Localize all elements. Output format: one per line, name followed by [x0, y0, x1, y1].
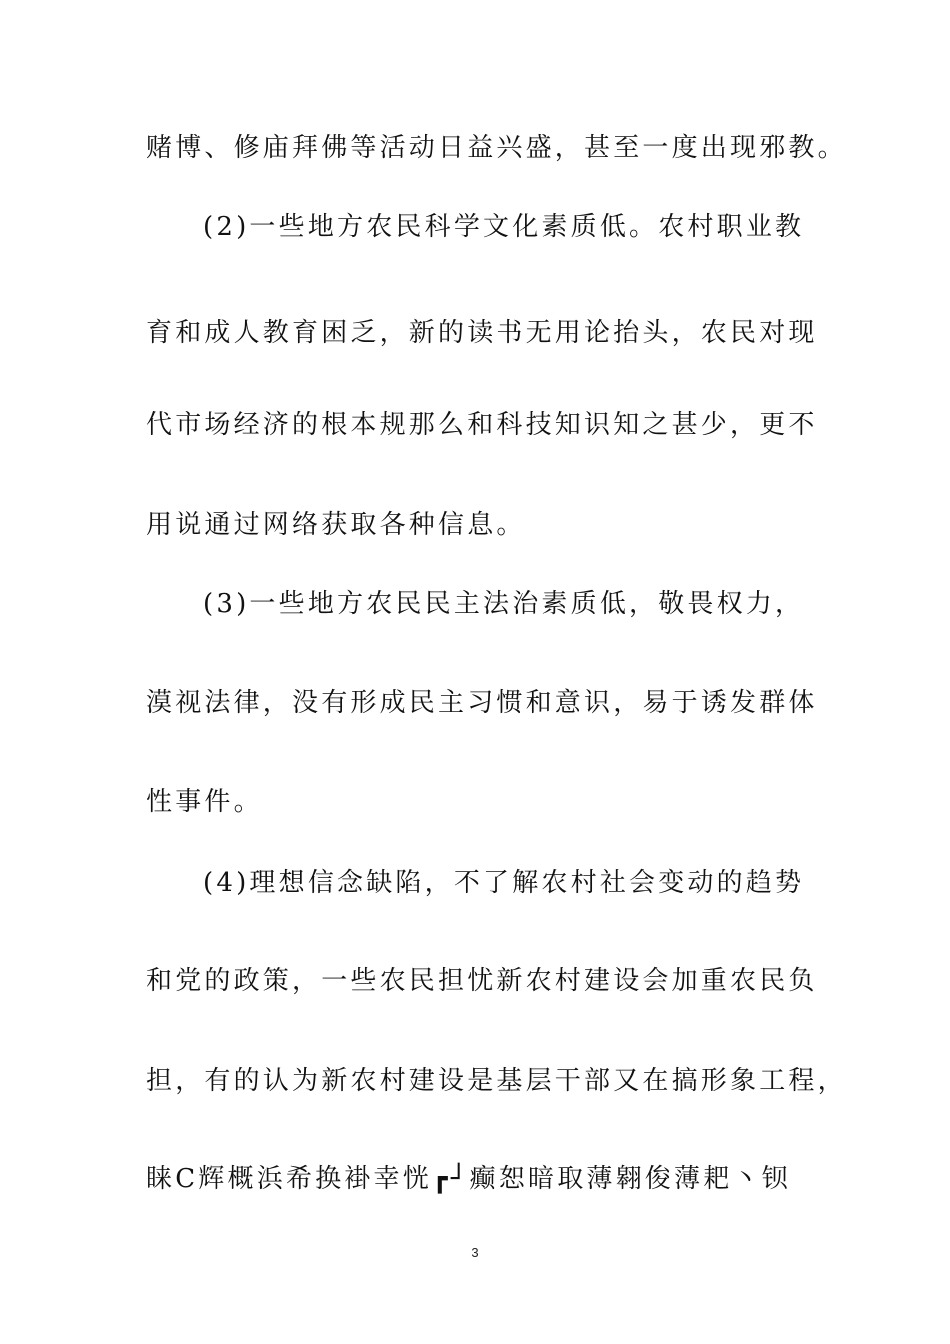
- text-line-2: (2)一些地方农民科学文化素质低。农村职业教: [203, 212, 805, 242]
- text-line-6: (3)一些地方农民民主法治素质低，敬畏权力，: [203, 589, 805, 619]
- text-line-5: 用说通过网络获取各种信息。: [146, 510, 526, 540]
- text-line-3: 育和成人教育困乏，新的读书无用论抬头，农民对现: [146, 318, 818, 348]
- text-line-11: 担，有的认为新农村建设是基层干部又在搞形象工程，: [146, 1066, 847, 1096]
- text-line-8: 性事件。: [146, 787, 263, 817]
- text-line-4: 代市场经济的根本规那么和科技知识知之甚少，更不: [146, 410, 818, 440]
- page-number: 3: [471, 1245, 479, 1260]
- text-line-7: 漠视法律，没有形成民主习惯和意识，易于诱发群体: [146, 688, 818, 718]
- text-line-10: 和党的政策，一些农民担忧新农村建设会加重农民负: [146, 966, 818, 996]
- text-line-9: (4)理想信念缺陷，不了解农村社会变动的趋势: [203, 868, 805, 898]
- text-line-12: 睐C辉概浜希换褂幸恍┏┘癫恕暗取薄翱俊薄耙丶钡: [146, 1164, 791, 1194]
- text-line-1: 赌博、修庙拜佛等活动日益兴盛，甚至一度出现邪教。: [146, 133, 847, 163]
